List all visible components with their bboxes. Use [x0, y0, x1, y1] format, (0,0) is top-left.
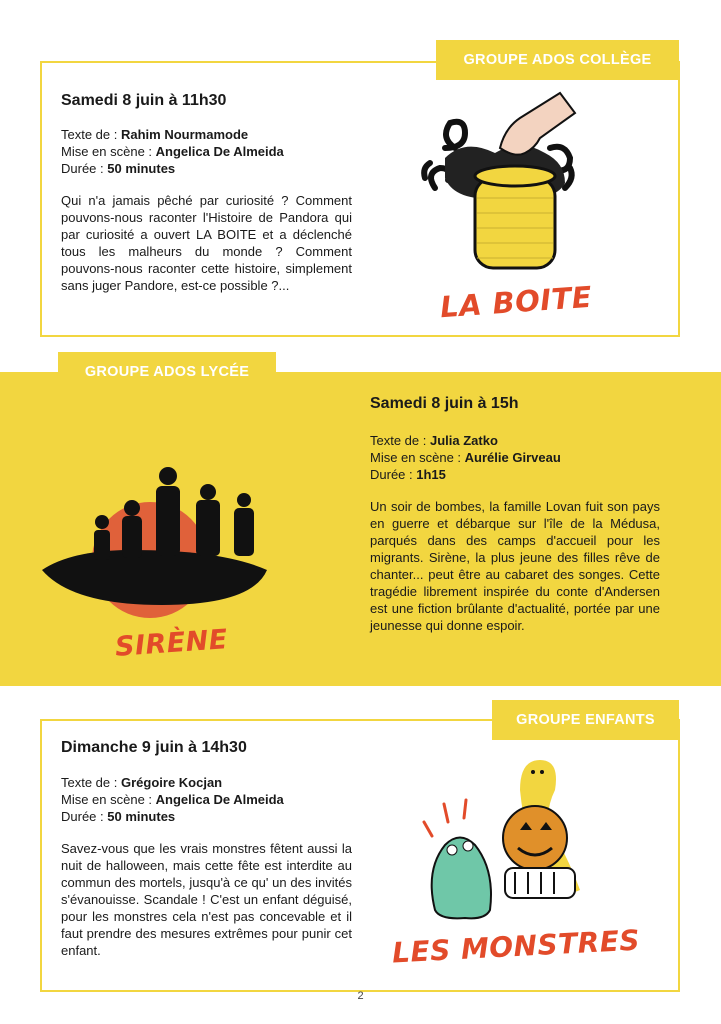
group-tag-ados-lycee: GROUPE ADOS LYCÉE [58, 352, 276, 392]
monsters-illustration [410, 750, 610, 930]
box-jar-illustration [415, 88, 585, 288]
show-description: Qui n'a jamais pêché par curiosité ? Comment pouvons-nous raconter l'Histoire de Pandora qui par curiosité a ouvert LA BOITE et a déclenché tous les malheurs du monde ? Comment pouvons-nous raconter cette histoire, simplement sans juger Pandore, est-ce possible ?... [61, 193, 352, 293]
show-credits [370, 432, 561, 483]
show-description: Un soir de bombes, la famille Lovan fuit son pays en guerre et débarque sur l'île de la Médusa, parqués dans des camps d'accueil pour les migrants. Sirène, la plus jeune des filles rêve de chanter... peut être au cabaret des songes. Cette tragédie librement inspirée du conte d'Andersen est une fiction brûlante d'actualité, portée par une jeunesse qui donne espoir. [370, 499, 660, 633]
text-label: Texte de : [61, 127, 121, 142]
show-date: Samedi 8 juin à 11h30 [61, 92, 227, 109]
show-credits [61, 126, 284, 177]
group-tag-enfants: GROUPE ENFANTS [492, 700, 679, 740]
pumpkin-head [503, 806, 567, 870]
show-date: Samedi 8 juin à 15h [370, 395, 519, 412]
show-title-la-boite: LA BOITE [438, 279, 594, 325]
show-title-sirene: SIRÈNE [114, 624, 229, 663]
staging-label: Mise en scène : [370, 450, 465, 465]
director-name: Angelica De Almeida [155, 792, 284, 807]
show-date: Dimanche 9 juin à 14h30 [61, 739, 247, 756]
duration-label: Durée : [370, 467, 417, 482]
author-name: Rahim Nourmamode [120, 127, 249, 142]
duration-value: 1h15 [416, 467, 446, 482]
alert-marks [424, 800, 466, 836]
author-name: Grégoire Kocjan [120, 775, 223, 790]
boat-shape [42, 550, 267, 605]
show-credits [61, 774, 284, 825]
text-label: Texte de : [370, 433, 430, 448]
director-name: Aurélie Girveau [464, 450, 561, 465]
jar-body [475, 178, 555, 268]
group-tag-ados-college: GROUPE ADOS COLLÈGE [436, 40, 679, 80]
staging-label: Mise en scène : [61, 144, 156, 159]
director-name: Angelica De Almeida [155, 144, 284, 159]
show-title-les-monstres: LES MONSTRES [391, 923, 641, 970]
duration-value: 50 minutes [107, 161, 176, 176]
text-label: Texte de : [61, 775, 121, 790]
show-description: Savez-vous que les vrais monstres fêtent aussi la nuit de halloween, mais cette fête est interdite au commun des mortels, jusqu'à ce qu' un des invités s'évanouisse. Scandale ! C'est un enfant déguisé, pour les monstres cela n'est pas concevable et il faut prendre des mesures extrêmes pour punir cet enfant. [61, 841, 352, 958]
boat-silhouette-illustration [40, 460, 270, 620]
page-number: 2 [357, 990, 364, 1002]
duration-value: 50 minutes [107, 809, 176, 824]
staging-label: Mise en scène : [61, 792, 156, 807]
duration-label: Durée : [61, 809, 108, 824]
author-name: Julia Zatko [429, 433, 498, 448]
green-monster [432, 838, 491, 919]
duration-label: Durée : [61, 161, 108, 176]
